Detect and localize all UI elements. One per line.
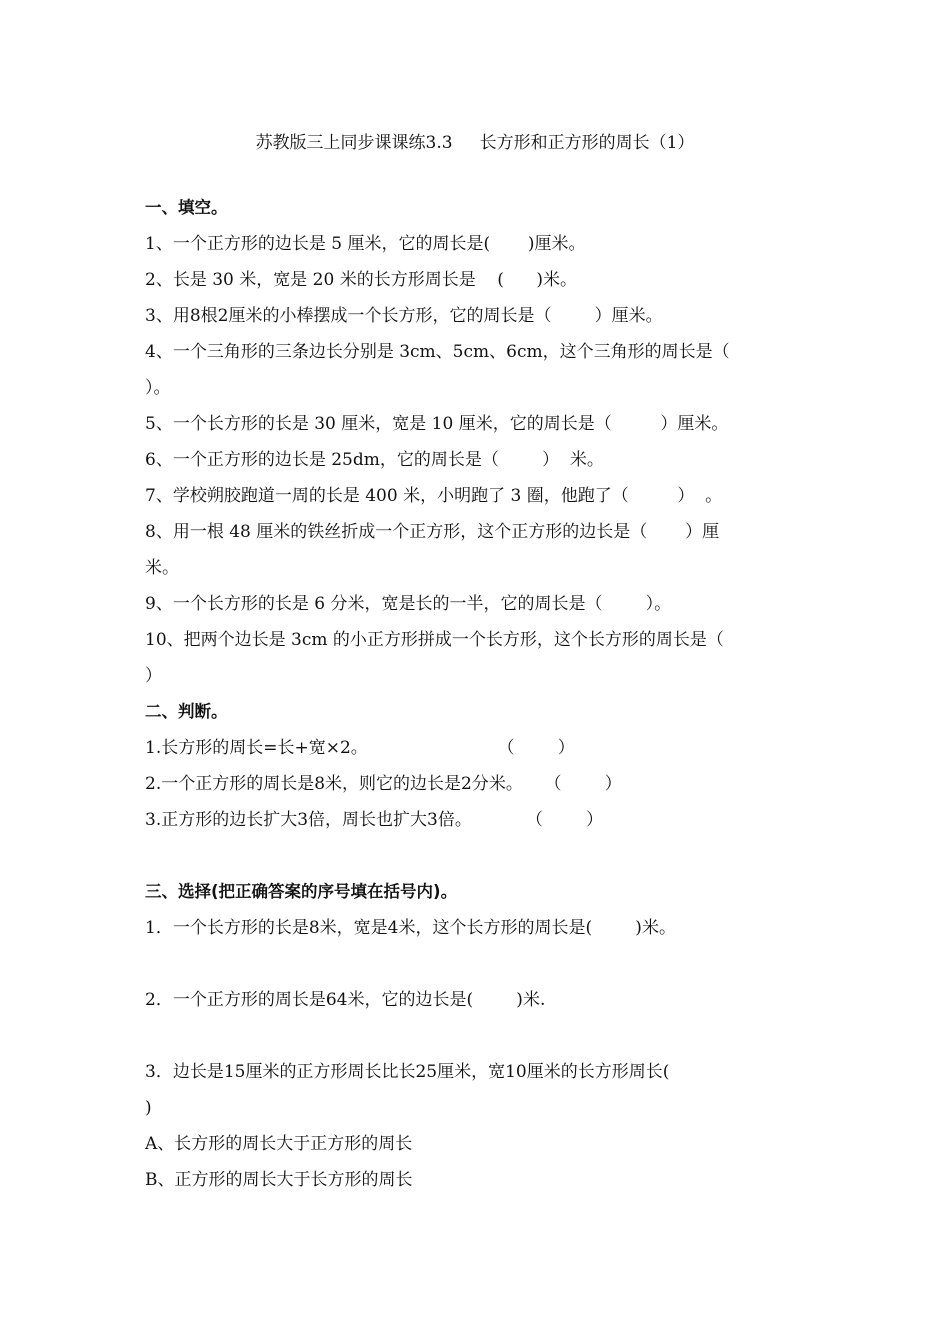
options-row xyxy=(145,946,815,982)
question-line: 1、一个正方形的边长是 5 厘米，它的周长是( )厘米。 xyxy=(145,234,586,254)
page-title: 苏教版三上同步课课练3.3 长方形和正方形的周长（1） xyxy=(255,133,695,153)
question-line: 5、一个长方形的长是 30 厘米，宽是 10 厘米，它的周长是（ ）厘米。 xyxy=(145,414,729,434)
question-line: 3．边长是15厘米的正方形周长比长25厘米，宽10厘米的长方形周长( xyxy=(145,1062,670,1082)
question-line: 10、把两个边长是 3cm 的小正方形拼成一个长方形，这个长方形的周长是（ xyxy=(145,630,724,650)
section-heading: 一、填空。 xyxy=(145,198,228,217)
judgement-line: 2.一个正方形的周长是8米，则它的边长是2分米。 （ ） xyxy=(145,774,622,794)
section-heading: 三、选择(把正确答案的序号填在括号内)。 xyxy=(145,882,458,901)
question-line: 9、一个长方形的长是 6 分米，宽是长的一半，它的周长是（ ）。 xyxy=(145,594,672,614)
section-heading: 二、判断。 xyxy=(145,702,228,721)
option-line: B、正方形的周长大于长方形的周长 xyxy=(145,1170,413,1190)
options-row xyxy=(145,1018,815,1054)
question-line: 8、用一根 48 厘米的铁丝折成一个正方形，这个正方形的边长是（ ）厘 xyxy=(145,522,720,542)
question-line: ） xyxy=(145,666,162,686)
question-line: ）。 xyxy=(145,378,171,398)
judgement-line: 3.正方形的边长扩大3倍，周长也扩大3倍。 （ ） xyxy=(145,810,604,830)
judgement-line: 1.长方形的周长=长+宽×2。 （ ） xyxy=(145,738,575,758)
question-line: ) xyxy=(145,1098,152,1118)
question-line: 7、学校朔胶跑道一周的长是 400 米，小明跑了 3 圈，他跑了（ ） 。 xyxy=(145,486,723,506)
question-line: 1．一个长方形的长是8米，宽是4米，这个长方形的周长是( )米。 xyxy=(145,918,676,938)
question-line: 2．一个正方形的周长是64米，它的边长是( )米. xyxy=(145,990,546,1010)
option-line: A、长方形的周长大于正方形的周长 xyxy=(145,1134,413,1154)
question-line: 4、一个三角形的三条边长分别是 3cm、5cm、6cm，这个三角形的周长是（ xyxy=(145,342,730,362)
question-line: 米。 xyxy=(145,558,179,578)
question-line: 6、一个正方形的边长是 25dm，它的周长是（ ） 米。 xyxy=(145,450,604,470)
section-choice xyxy=(145,874,815,1198)
question-line: 3、用8根2厘米的小棒摆成一个长方形，它的周长是（ ）厘米。 xyxy=(145,306,663,326)
section-fill-in xyxy=(145,190,815,838)
question-line: 2、长是 30 米，宽是 20 米的长方形周长是 ( )米。 xyxy=(145,270,577,290)
